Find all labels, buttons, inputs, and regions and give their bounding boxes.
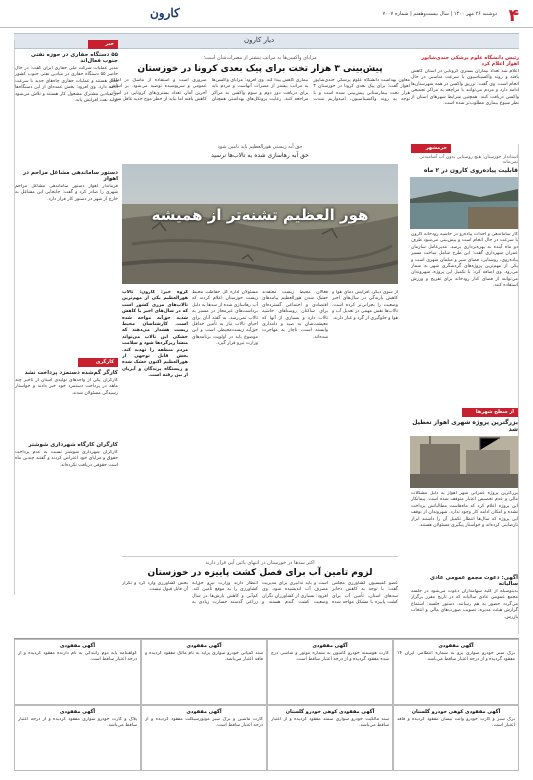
marsh-photo (122, 164, 398, 284)
photo-title-overlay: هور العظیم تشنه‌تر از همیشه (151, 206, 369, 224)
ad-box (14, 639, 141, 705)
top-article-headline: پیش‌بینی ۳ هزار تخت برای پیک بعدی کرونا در خوزستان (137, 64, 383, 74)
right-item1-title: قابلیت پیاده‌روی کارون در ۲ ماه (423, 167, 518, 174)
ad-body: سند کمپانی خودرو سواری پراید به نام مالک مفقود گردیده و فاقد اعتبار می‌باشد. (145, 651, 263, 663)
classified-ads (14, 638, 519, 770)
construction-photo-art (410, 436, 518, 488)
right-item3-title: آگهی: دعوت مجمع عمومی عادی سالیانه (429, 575, 518, 587)
right-item3-body: بدینوسیله از کلیه سهامداران دعوت می‌شود در جلسه مجمع عمومی عادی سالیانه که در تاریخ مقرر برگزار می‌گردد حضور به هم رسانند. دستور جلسه: استماع گزارش هیئت مدیره، تصویب صورت‌های مالی و انتخاب بازرس. (411, 589, 518, 620)
ad-title: آگهی مفقودی کوهی خودرو گلستان (411, 709, 501, 715)
ad-title: آگهی مفقودی کوهی خودرو گلستان (285, 709, 375, 715)
top-right-title: رئیس دانشگاه علوم پزشکی جندی‌شاپور اهواز اعلام کرد (421, 55, 519, 67)
top-article-body: معاون بهداشت دانشگاه علوم پزشکی جندی‌شاپور اهواز گفت: برای پیک بعدی کرونا در خوزستان ۳ هزار تخت بیمارستانی پیش‌بینی شده است و با توجه به روند واکسیناسیون، امیدواریم شدت بیماری کاهش پیدا کند. وی افزود: مزایای واکسن‌ها به مراتب بیشتر از مضرات آنهاست و مردم باید برای دریافت دوز دوم و سوم واکسن به مراکز مراجعه کنند. رعایت پروتکل‌های بهداشتی همچنان ضروری است و استفاده از ماسک در اماکن عمومی و سرپوشیده توصیه می‌شود. بر اساس آخرین آمار، تعداد بستری‌های کرونایی در استان کاهش یافته اما نباید از خطر موج جدید غافل شد. (110, 78, 410, 103)
right-item2-body: بزرگترین پروژه عمرانی شهر اهواز به دلیل مشکلات مالی و عدم تخصیص اعتبار متوقف شده است. پیمانکار این پروژه اعلام کرد که ماه‌هاست مطالباتش پرداخت نشده و امکان ادامه کار وجود ندارد. شهروندان از توقف این پروژه که سال‌ها انتظار تکمیل آن را داشتند ابراز نارضایتی کرده‌اند و خواستار پیگیری مسئولان هستند. (411, 491, 518, 529)
right-item2-title: بزرگترین پروژه شهری اهواز تعطیل شد (412, 419, 518, 433)
ad-title: آگهی مفقودی (186, 709, 222, 715)
left-tag-2: کارگری (78, 358, 118, 367)
ad-box (267, 705, 393, 771)
ad-title: آگهی مفقودی (438, 643, 474, 649)
ad-box (141, 705, 267, 771)
bottom-headline: لزوم تامین آب برای فصل کشت پاییزه در خوزستان (147, 568, 373, 578)
ad-body: کارت ماشین و برگ سبز موتورسیکلت مفقود گردیده و از درجه اعتبار ساقط است. (145, 717, 263, 729)
top-right-item (411, 55, 519, 140)
ad-box (267, 639, 393, 705)
section-title: دیار کارون (244, 36, 275, 44)
ad-box (14, 705, 141, 771)
top-right-body: اعلام شد تعداد بیماران بستری کرونایی در استان کاهش یافته و روند واکسیناسیون با سرعت مناسبی در حال انجام است. وی گفت: تزریق واکسن در همه شهرستان‌ها ادامه دارد و مردم می‌توانند با مراجعه به مراکز تجمیعی واکسن دریافت کنند. همچنین شرایط شهرهای استان از نظر شیوع بیماری مطلوب‌تر شده است. (411, 69, 519, 107)
page-number: ۴ (508, 6, 519, 26)
left-column (14, 40, 118, 595)
feature-kicker: حق آبه زیستی هورالعظیم باید تامین شود (217, 144, 303, 150)
ad-box (393, 639, 519, 705)
feature-body-col4: گروه خبر: کارون: تالاب هورالعظیم یکی از مهم‌ترین تالاب‌های مرزی کشور است که در سال‌های اخیر با کاهش شدید حق‌آبه مواجه شده است. کارشناسان محیط زیست هشدار می‌دهند که خشکی این تالاب می‌تواند منشأ ریزگردها شود و سلامت مردم منطقه را تهدید کند. بخش قابل توجهی از هورالعظیم اکنون خشک شده و زیستگاه پرندگان و آبزیان از بین رفته است. (122, 290, 188, 379)
ad-body: کارت هوشمند خودرو کامیون به شماره موتور و شاسی درج شده مفقود گردیده و از درجه اعتبار ساقط است. (271, 651, 389, 663)
bottom-kicker: اکثر سدها در خوزستان در انتهای پائین آبی قرار دارند (205, 560, 315, 566)
ad-title: آگهی مفقودی (186, 643, 222, 649)
ad-body: برگ سبز و کارت خودرو وانت نیسان مفقود گردیده و فاقد اعتبار است. (397, 717, 515, 729)
ad-title: آگهی مفقودی (59, 643, 96, 649)
ad-body: برگ سبز خودرو سواری پژو به شماره انتظامی ایران ۱۴ مفقود گردیده و از درجه اعتبار ساقط می‌باشد. (397, 651, 515, 663)
feature-body-col2: فعالان محیط زیست معتقدند خشک شدن هورالعظیم پیامدهای اقتصادی و اجتماعی گسترده‌ای برای ساکنان روستاهای حاشیه تالاب دارد و بسیاری از آنها که معیشت‌شان به صید و دامداری وابسته است، ناچار به مهاجرت شده‌اند. (262, 290, 328, 340)
ad-body: سند مالکیت خودرو سواری سمند مفقود گردیده و از اعتبار ساقط می‌باشد. (271, 717, 389, 729)
left-item1-title: ۵۵ دستگاه حفاری در حوزه نفتی جنوب فعال‌اند (30, 52, 118, 64)
ad-title: آگهی مفقودی (312, 643, 348, 649)
right-item1-kicker: استاندار خوزستان: هیچ روستایی بدون آب آشامیدنی نمی‌ماند (419, 155, 518, 165)
right-tag-2: از سطح شهرها (462, 408, 518, 417)
left-item1-body: مدیر عملیات شرکت ملی حفاری ایران گفت: در حال حاضر ۵۵ دستگاه حفاری در میادین نفتی جنوب کشور فعال هستند و عملیات حفاری چاه‌های جدید با سرعت ادامه دارد. وی افزود: بخش عمده‌ای از این دستگاه‌ها در میادین مشترک مشغول کار هستند و تلاش می‌شود تولید نفت افزایش یابد. (15, 66, 118, 104)
top-article-kicker: مزایای واکسن‌ها به مراتب بیشتر از مضرات‌شان است؛ (203, 55, 317, 61)
left-item3-body: کارگران یکی از واحدهای تولیدی استان از تأخیر چند ماهه در پرداخت دستمزد خود خبر دادند و خواستار رسیدگی مسئولان شدند. (15, 378, 118, 396)
right-column (411, 144, 519, 634)
center-bottom-article (122, 556, 398, 634)
masthead (0, 0, 533, 28)
feature-headline: حق آبه رهاسازی شده به تالاب‌ها نرسید (211, 152, 309, 159)
newspaper-logo: کارون (150, 6, 180, 20)
feature-body-col1: از سوی دیگر، افزایش دمای هوا و کاهش بارندگی در سال‌های اخیر وضعیت را بحرانی‌تر کرده است. تالاب‌ها نقش مهمی در تعدیل آب و هوا و جلوگیری از گرد و غبار دارند. (332, 290, 398, 321)
right-tag: خرمشهر (411, 144, 451, 153)
river-photo (410, 177, 518, 229)
ad-box (393, 705, 519, 771)
ad-body: گواهینامه پایه دوم رانندگی به نام دارنده مفقود گردیده و از درجه اعتبار ساقط است. (18, 651, 137, 663)
center-feature (122, 144, 398, 554)
marsh-photo-art (122, 164, 398, 284)
date-line: دوشنبه ۲۶ مهر ۱۴۰۰ | سال بیست‌وهفتم | شماره ۷۰۰۷ (382, 11, 497, 17)
left-item4-body: کارگران شهرداری شوشتر نسبت به عدم پرداخت حقوق و مزایای خود اعتراض کردند و گفتند چندین ماه است حقوقی دریافت نکرده‌اند. (15, 450, 118, 468)
top-article (110, 55, 410, 140)
river-photo-art (410, 177, 518, 229)
left-item2-title: دستور ساماندهی مشاغل مزاحم در اهواز (22, 170, 118, 182)
bottom-body: عضو کمیسیون کشاورزی مجلس گفت: با توجه به کاهش ذخایر سدهای استان، تأمین آب برای کشت پاییزه با مشکل مواجه شده است و باید تدابیری برای مدیریت مصرف آب اندیشیده شود. وی افزود: بسیاری از کشاورزان نگران وضعیت کشت گندم هستند و انتظار دارند وزارت نیرو حق‌آبه کشاورزی را به موقع تأمین کند. کم‌آبی و کاهش بارش‌ها در سال زراعی گذشته خسارت زیادی به بخش کشاورزی وارد کرد و تکرار آن قابل قبول نیست. (122, 581, 398, 606)
left-item4-title: کارگران کارگاه شهرداری شوشتر (28, 442, 118, 448)
left-item3-title: کارگر گم‌شده دستمزد پرداخت نشد (24, 370, 118, 376)
ad-box (141, 639, 267, 705)
ad-body: پلاک و کارت خودرو سواری مفقود گردیده و از درجه اعتبار ساقط می‌باشد. (18, 717, 137, 729)
ad-title: آگهی مفقودی (59, 709, 96, 715)
construction-photo (410, 436, 518, 488)
left-tag: خبر (88, 40, 118, 49)
feature-body-col3: مسئولان اداره کل حفاظت محیط زیست خوزستان اعلام کردند که آب رهاسازی شده از سدها به دلیل برداشت‌های غیرمجاز در مسیر به تالاب نمی‌رسد. به گفته آنان برای احیای تالاب نیاز به تأمین حداقل حق‌آبه زیست‌محیطی است و این موضوع باید در اولویت برنامه‌های وزارت نیرو قرار گیرد. (192, 290, 258, 347)
right-item1-body: کار ساماندهی و احداث پیاده‌رو در حاشیه رودخانه کارون با سرعت در حال انجام است و پیش‌بینی می‌شود ظرف دو ماه آینده به بهره‌برداری برسد. مدیرعامل سازمان عمران شهرداری گفت: این طرح شامل ساخت مسیر پیاده‌روی، روشنایی، فضای سبز و مبلمان شهری است و یکی از مهم‌ترین پروژه‌های گردشگری شهر به شمار می‌رود. وی اضافه کرد: با تکمیل این پروژه، شهروندان می‌توانند از فضای کنار رودخانه برای تفریح و ورزش استفاده کنند. (411, 232, 518, 289)
left-item2-body: فرماندار اهواز دستور ساماندهی مشاغل مزاحم شهری را صادر کرد و گفت: جابجایی این مشاغل به خارج از شهر در دستور کار قرار دارد. (15, 184, 118, 202)
